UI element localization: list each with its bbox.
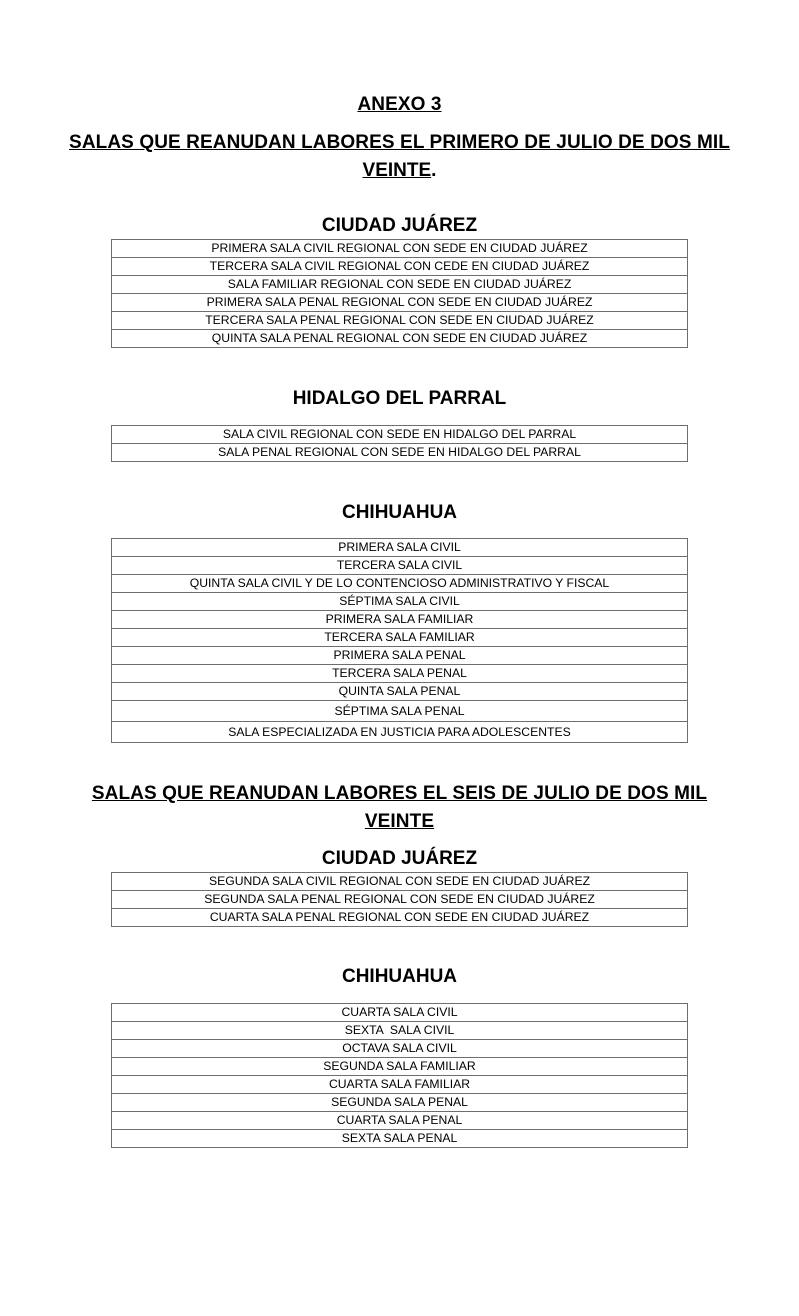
table-row (112, 593, 688, 611)
part2-heading-line1: SALAS QUE REANUDAN LABORES EL SEIS DE JULIO DE DOS MIL (91, 783, 708, 804)
table-cell: SALA CIVIL REGIONAL CON SEDE EN HIDALGO DEL PARRAL (112, 426, 688, 444)
table-ciudad-juarez-2 (111, 872, 688, 927)
section-title-chihuahua-1: CHIHUAHUA (341, 502, 458, 523)
part2-heading-line2: VEINTE (364, 811, 435, 832)
table-cell: SÉPTIMA SALA CIVIL (112, 593, 688, 611)
table-ciudad-juarez-1 (111, 239, 688, 348)
table-row (112, 909, 688, 927)
table-cell: SÉPTIMA SALA PENAL (112, 701, 688, 722)
table-cell: OCTAVA SALA CIVIL (112, 1040, 688, 1058)
table-row (112, 312, 688, 330)
table-cell: CUARTA SALA PENAL (112, 1112, 688, 1130)
table-cell: PRIMERA SALA CIVIL (112, 539, 688, 557)
table-cell: SALA ESPECIALIZADA EN JUSTICIA PARA ADOLESCENTES (112, 722, 688, 743)
section-title-ciudad-juarez: CIUDAD JUÁREZ (321, 215, 478, 236)
annex-title: ANEXO 3 (357, 94, 442, 115)
table-row (112, 575, 688, 593)
table-cell: PRIMERA SALA PENAL (112, 647, 688, 665)
table-row (112, 701, 688, 722)
table-row (112, 1076, 688, 1094)
table-row (112, 629, 688, 647)
table-cell: SEGUNDA SALA FAMILIAR (112, 1058, 688, 1076)
table-cell: SEGUNDA SALA CIVIL REGIONAL CON SEDE EN CIUDAD JUÁREZ (112, 873, 688, 891)
table-cell: QUINTA SALA PENAL REGIONAL CON SEDE EN CIUDAD JUÁREZ (112, 330, 688, 348)
table-row (112, 1022, 688, 1040)
table-row (112, 426, 688, 444)
table-cell: SEGUNDA SALA PENAL REGIONAL CON SEDE EN CIUDAD JUÁREZ (112, 891, 688, 909)
section-title-chihuahua-2: CHIHUAHUA (341, 966, 458, 987)
table-row (112, 1112, 688, 1130)
table-cell: QUINTA SALA PENAL (112, 683, 688, 701)
table-cell: TERCERA SALA FAMILIAR (112, 629, 688, 647)
section-title-hidalgo-del-parral: HIDALGO DEL PARRAL (292, 388, 507, 409)
table-cell: PRIMERA SALA PENAL REGIONAL CON SEDE EN CIUDAD JUÁREZ (112, 294, 688, 312)
table-cell: CUARTA SALA PENAL REGIONAL CON SEDE EN CIUDAD JUÁREZ (112, 909, 688, 927)
table-cell: SEGUNDA SALA PENAL (112, 1094, 688, 1112)
table-row (112, 258, 688, 276)
table-hidalgo-del-parral (111, 425, 688, 462)
table-row (112, 1004, 688, 1022)
table-row (112, 891, 688, 909)
table-cell: SEXTA SALA PENAL (112, 1130, 688, 1148)
section-title-ciudad-juarez-2: CIUDAD JUÁREZ (321, 848, 478, 869)
table-cell: TERCERA SALA PENAL REGIONAL CON SEDE EN CIUDAD JUÁREZ (112, 312, 688, 330)
table-row (112, 1130, 688, 1148)
table-row (112, 1040, 688, 1058)
table-cell: SALA FAMILIAR REGIONAL CON SEDE EN CIUDAD JUÁREZ (112, 276, 688, 294)
table-row (112, 444, 688, 462)
table-row (112, 557, 688, 575)
table-row (112, 611, 688, 629)
part2-heading (0, 780, 799, 836)
table-row (112, 873, 688, 891)
table-row (112, 683, 688, 701)
table-row (112, 722, 688, 743)
table-row (112, 276, 688, 294)
table-row (112, 665, 688, 683)
table-row (112, 330, 688, 348)
table-cell: CUARTA SALA CIVIL (112, 1004, 688, 1022)
table-cell: TERCERA SALA CIVIL (112, 557, 688, 575)
part1-heading-line1: SALAS QUE REANUDAN LABORES EL PRIMERO DE JULIO DE DOS MIL (69, 132, 730, 153)
part1-heading-punct: . (431, 160, 437, 181)
table-row (112, 1094, 688, 1112)
table-row (112, 1058, 688, 1076)
table-cell: SALA PENAL REGIONAL CON SEDE EN HIDALGO DEL PARRAL (112, 444, 688, 462)
part1-heading (0, 129, 799, 185)
table-cell: PRIMERA SALA CIVIL REGIONAL CON SEDE EN CIUDAD JUÁREZ (112, 240, 688, 258)
table-cell: TERCERA SALA CIVIL REGIONAL CON CEDE EN CIUDAD JUÁREZ (112, 258, 688, 276)
table-cell: PRIMERA SALA FAMILIAR (112, 611, 688, 629)
table-chihuahua-2 (111, 1003, 688, 1148)
table-row (112, 294, 688, 312)
table-cell: QUINTA SALA CIVIL Y DE LO CONTENCIOSO ADMINISTRATIVO Y FISCAL (112, 575, 688, 593)
table-cell: TERCERA SALA PENAL (112, 665, 688, 683)
table-chihuahua-1 (111, 538, 688, 743)
table-row (112, 240, 688, 258)
table-row (112, 539, 688, 557)
table-cell: CUARTA SALA FAMILIAR (112, 1076, 688, 1094)
table-row (112, 647, 688, 665)
table-cell: SEXTA SALA CIVIL (112, 1022, 688, 1040)
part1-heading-line2: VEINTE (362, 160, 432, 181)
